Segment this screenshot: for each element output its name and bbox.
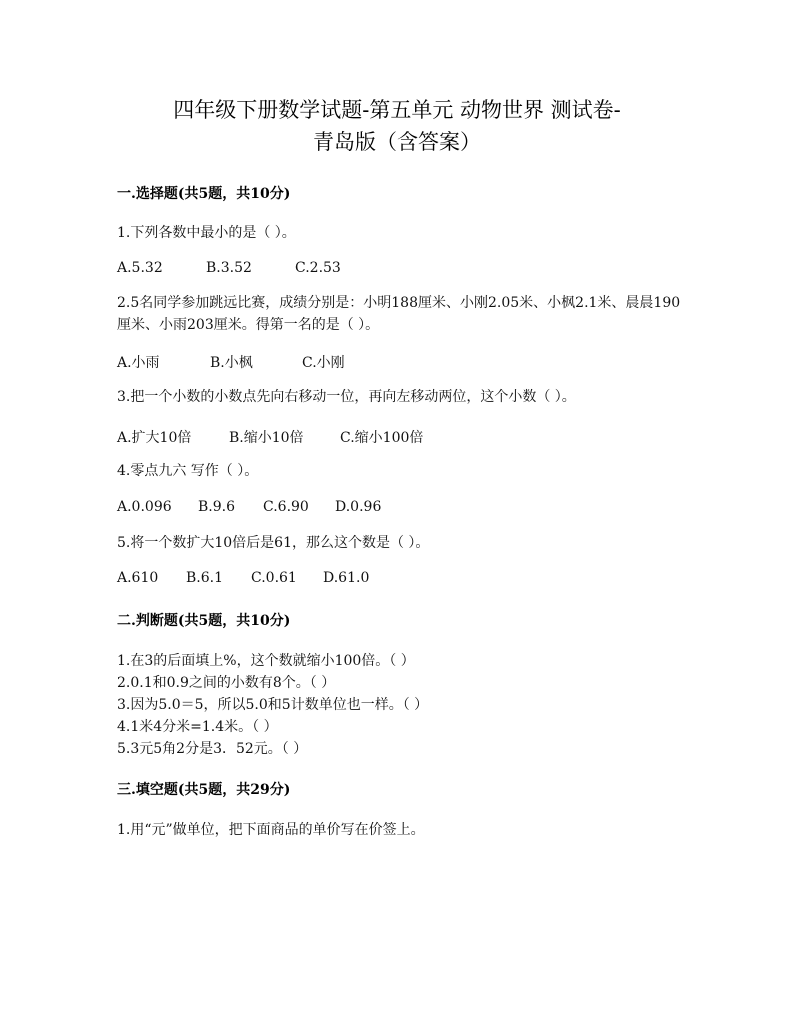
question-text: 3.把一个小数的小数点先向右移动一位，再向左移动两位，这个小数（ ）。	[117, 389, 576, 405]
judge-item: 2.0.1和0.9之间的小数有8个。（ ）	[117, 675, 336, 691]
section-heading-choice: 一.选择题(共5题，共10分)	[117, 186, 291, 202]
document-title-line-2: 青岛版（含答案）	[313, 130, 481, 154]
question-text: 2.5名同学参加跳远比赛，成绩分别是：小明188厘米、小刚2.05米、小枫2.1米、晨晨190厘米、小雨203厘米。得第一名的是（ ）。	[117, 295, 681, 333]
judge-item: 5.3元5角2分是3．52元。（ ）	[117, 741, 308, 757]
option: A.小雨	[117, 355, 160, 371]
question-options	[117, 352, 345, 372]
section-heading-judge: 二.判断题(共5题，共10分)	[117, 613, 291, 629]
question-options	[117, 427, 423, 447]
document-title-line-1: 四年级下册数学试题-第五单元 动物世界 测试卷-	[173, 98, 621, 122]
question-text: 5.将一个数扩大10倍后是61，那么这个数是（ ）。	[117, 535, 430, 551]
option: B.6.1	[186, 570, 224, 586]
option: A.扩大10倍	[117, 430, 192, 446]
option: C.0.61	[251, 570, 297, 586]
question-text: 1.下列各数中最小的是（ ）。	[117, 225, 296, 241]
question-options	[117, 499, 381, 515]
option: B.9.6	[198, 499, 236, 515]
question-options	[117, 570, 369, 586]
option: B.缩小10倍	[229, 430, 304, 446]
option: C.2.53	[295, 260, 341, 276]
option: B.小枫	[210, 355, 253, 371]
question-text: 4.零点九六 写作（ ）。	[117, 463, 259, 479]
option: A.5.32	[117, 260, 163, 276]
judge-item: 4.1米4分米=1.4米。（ ）	[117, 719, 278, 735]
option: A.0.096	[117, 499, 172, 515]
option: B.3.52	[206, 260, 252, 276]
option: D.0.96	[335, 499, 382, 515]
question-options	[117, 260, 341, 276]
option: D.61.0	[323, 570, 370, 586]
fill-item: 1.用“元”做单位，把下面商品的单价写在价签上。	[117, 822, 425, 838]
section-heading-fill: 三.填空题(共5题，共29分)	[117, 782, 291, 798]
judge-item: 1.在3的后面填上%，这个数就缩小100倍。（ ）	[117, 653, 415, 669]
option: C.缩小100倍	[340, 430, 424, 446]
option: C.6.90	[263, 499, 309, 515]
option: A.610	[117, 570, 159, 586]
option: C.小刚	[302, 355, 345, 371]
judge-item: 3.因为5.0＝5，所以5.0和5计数单位也一样。（ ）	[117, 697, 429, 713]
